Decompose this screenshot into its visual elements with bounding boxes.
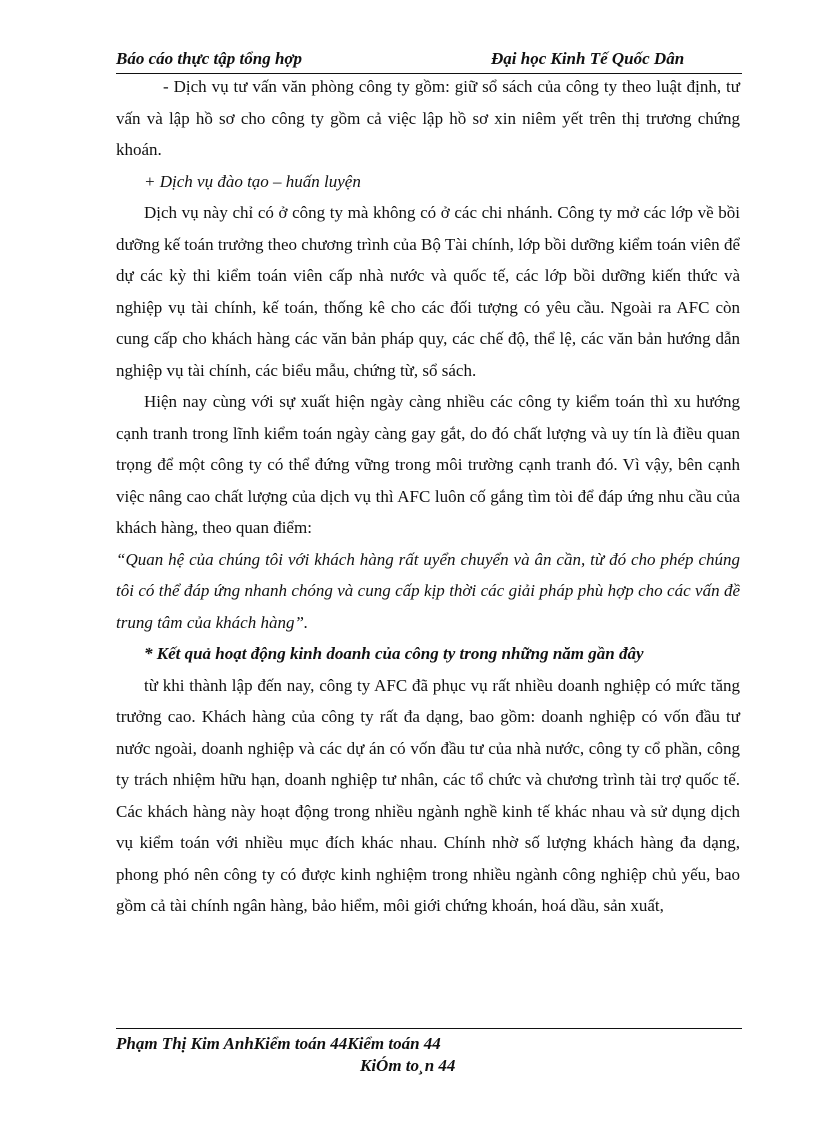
footer-course: KiÓm to¸n 44	[360, 1056, 456, 1075]
section-heading-business-results: * Kết quả hoạt động kinh doanh của công ty trong những năm gần đây	[144, 644, 644, 663]
paragraph-office-consulting: - Dịch vụ tư vấn văn phòng công ty gồm: giữ sổ sách của công ty theo luật định, tư vấn và lập hồ sơ cho công ty gồm cả việc lập hồ sơ xin niêm yết trên thị trương chứng khoán.	[116, 77, 740, 159]
paragraph-training-service: Dịch vụ này chỉ có ở công ty mà không có ở các chi nhánh. Công ty mở các lớp về bồi dưỡng kế toán trưởng theo chương trình của Bộ Tài chính, lớp bồi dưỡng kiểm toán viên để dự các kỳ thi kiểm toán viên cấp nhà nước và quốc tế, các lớp bồi dưỡng kiến thức và nghiệp vụ tài chính, kế toán, thống kê cho các đối tượng có yêu cầu. Ngoài ra AFC còn cung cấp cho khách hàng các văn bản pháp quy, các chế độ, thể lệ, các văn bản hướng dẫn nghiệp vụ tài chính, các biểu mẫu, chứng từ, sổ sách.	[116, 203, 740, 380]
paragraph-competition: Hiện nay cùng với sự xuất hiện ngày càng nhiều các công ty kiểm toán thì xu hướng cạnh tranh trong lĩnh kiểm toán ngày càng gay gắt, do đó chất lượng và uy tín là điều quan trọng để một công ty có thể đứng vững trong môi trường cạnh tranh đó. Vì vậy, bên cạnh việc nâng cao chất lượng của dịch vụ thì AFC luôn cố gắng tìm tòi để đáp ứng nhu cầu của khách hàng, theo quan điểm:	[116, 392, 740, 537]
page-footer	[116, 1033, 742, 1077]
document-body	[116, 71, 740, 922]
paragraph-training-service-title: + Dịch vụ đào tạo – huấn luyện	[144, 171, 361, 191]
footer-divider	[116, 1028, 742, 1029]
header-report-title: Báo cáo thực tập tổng hợp	[116, 49, 303, 68]
page-header	[116, 47, 742, 74]
header-university: Đại học Kinh Tế Quốc Dân	[491, 49, 685, 68]
paragraph-quote: “Quan hệ của chúng tôi với khách hàng rất uyển chuyển và ân cần, từ đó cho phép chúng tôi có thể đáp ứng nhanh chóng và cung cấp kịp thời các giải pháp phù hợp cho các vấn đề trung tâm của khách hàng”.	[116, 549, 740, 632]
paragraph-business-results: từ khi thành lập đến nay, công ty AFC đã phục vụ rất nhiều doanh nghiệp có mức tăng trưởng cao. Khách hàng của công ty rất đa dạng, bao gồm: doanh nghiệp có vốn đầu tư nước ngoài, doanh nghiệp và các dự án có vốn đầu tư của nhà nước, công ty cổ phần, công ty trách nhiệm hữu hạn, doanh nghiệp tư nhân, các tổ chức và chương trình tài trợ quốc tế. Các khách hàng này hoạt động trong nhiều ngành nghề kinh tế khác nhau và sử dụng dịch vụ kiểm toán với nhiều mục đích khác nhau. Chính nhờ số lượng khách hàng đa dạng, phong phó nên công ty có được kinh nghiệm trong nhiều ngành công nghiệp chủ yếu, bao gồm cả tài chính ngân hàng, bảo hiểm, môi giới chứng khoán, hoá dầu, sản xuất,	[116, 675, 740, 915]
footer-author: Phạm Thị Kim AnhKiểm toán 44Kiểm toán 44	[116, 1034, 441, 1053]
